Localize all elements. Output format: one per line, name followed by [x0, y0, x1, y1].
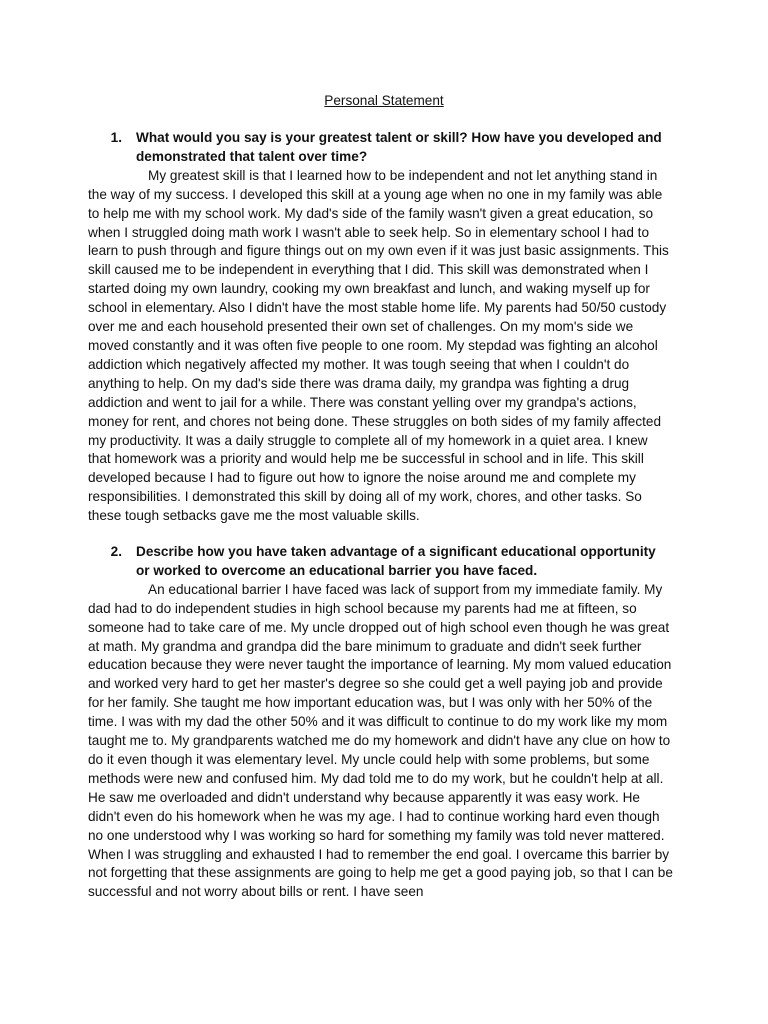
question-text: Describe how you have taken advantage of a significant educational opportunity or worked to overcome an educational barrier you have faced.: [136, 544, 656, 578]
question-heading: [88, 129, 673, 167]
question-number: 1.: [110, 130, 122, 145]
question-block-2: [88, 543, 673, 902]
question-text: What would you say is your greatest talent or skill? How have you developed and demonstrated that talent over time?: [136, 130, 662, 164]
answer-paragraph: My greatest skill is that I learned how to be independent and not let anything stand in the way of my success. I developed this skill at a young age when no one in my family was able to help me with my school work. My dad's side of the family wasn't given a great education, so when I struggled doing math work I wasn't able to seek help. So in elementary school I had to learn to push through and figure things out on my own even if it was just basic assignments. This skill caused me to be independent in everything that I did. This skill was demonstrated when I started doing my own laundry, cooking my own breakfast and lunch, and waking myself up for school in elementary. Also I didn't have the most stable home life. My parents had 50/50 custody over me and each household presented their own set of challenges. On my mom's side we moved constantly and it was often five people to one room. My stepdad was fighting an alcohol addiction which negatively affected my mother. It was tough seeing that when I couldn't do anything to help. On my dad's side there was drama daily, my grandpa was fighting a drug addiction and went to jail for a while. There was constant yelling over my grandpa's actions, money for rent, and chores not being done. These struggles on both sides of my family affected my productivity. It was a daily struggle to complete all of my homework in a quiet area. I knew that homework was a priority and would help me be successful in school and in life. This skill developed because I had to figure out how to ignore the noise around me and complete my responsibilities. I demonstrated this skill by doing all of my work, chores, and other tasks. So these tough setbacks gave me the most valuable skills.: [88, 167, 669, 524]
question-block-1: [88, 129, 673, 526]
question-heading: [88, 543, 673, 581]
answer-paragraph: An educational barrier I have faced was lack of support from my immediate family. My dad had to do independent studies in high school because my parents had me at fifteen, so someone had to take care of me. My uncle dropped out of high school even though he was great at math. My grandma and grandpa did the bare minimum to graduate and didn't seek further education because they were never taught the importance of learning. My mom valued education and worked very hard to get her master's degree so she could get a well paying job and provide for her family. She taught me how important education was, but I was only with her 50% of the time. I was with my dad the other 50% and it was difficult to continue to do my work like my mom taught me to. My grandparents watched me do my homework and didn't have any clue on how to do it even though it was elementary level. My uncle could help with some problems, but some methods were new and confused him. My dad told me to do my work, but he couldn't help at all. He saw me overloaded and didn't understand why because apparently it was easy work. He didn't even do his homework when he was my age. I had to continue working hard even though no one understood why I was working so hard for something my family was told never mattered. When I was struggling and exhausted I had to remember the end goal. I overcame this barrier by not forgetting that these assignments are going to help me get a good paying job, so that I can be successful and not worry about bills or rent. I have seen: [88, 581, 673, 900]
page-title: Personal Statement: [324, 93, 444, 108]
question-number: 2.: [110, 544, 122, 559]
